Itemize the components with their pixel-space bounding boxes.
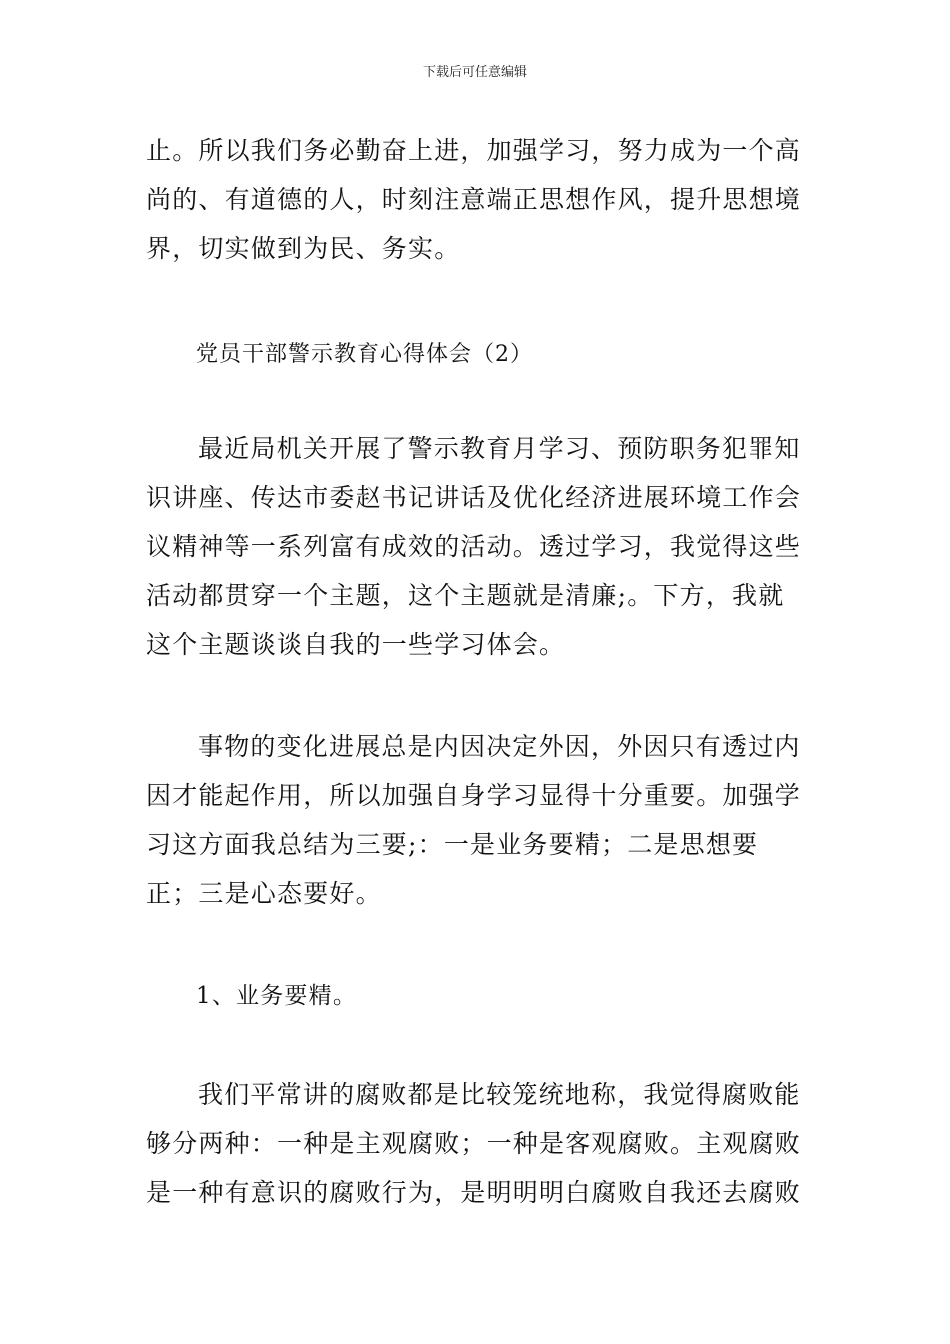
paragraph-corruption-types: 我们平常讲的腐败都是比较笼统地称，我觉得腐败能够分两种：一种是主观腐败；一种是客观腐败。主观腐败是一种有意识的腐败行为，是明明明白腐败自我还去腐败 <box>146 1080 802 1207</box>
paragraph-continuation: 止。所以我们务必勤奋上进，加强学习，努力成为一个高尚的、有道德的人，时刻注意端正思想作风，提升思想境界，切实做到为民、务实。 <box>146 136 802 263</box>
section-title: 党员干部警示教育心得体会（2） <box>196 342 533 367</box>
list-item-heading: 1、业务要精。 <box>196 983 358 1009</box>
paragraph-intro: 最近局机关开展了警示教育月学习、预防职务犯罪知识讲座、传达市委赵书记讲话及优化经济进展环境工作会议精神等一系列富有成效的活动。透过学习，我觉得这些活动都贯穿一个主题，这个主题就是清廉;。下方，我就这个主题谈谈自我的一些学习体会。 <box>146 434 802 659</box>
page-header: 下载后可任意编辑 <box>422 65 527 80</box>
paragraph-internal-cause: 事物的变化进展总是内因决定外因，外因只有透过内因才能起作用，所以加强自身学习显得十分重要。加强学习这方面我总结为三要;：一是业务要精；二是思想要正；三是心态要好。 <box>146 732 802 908</box>
